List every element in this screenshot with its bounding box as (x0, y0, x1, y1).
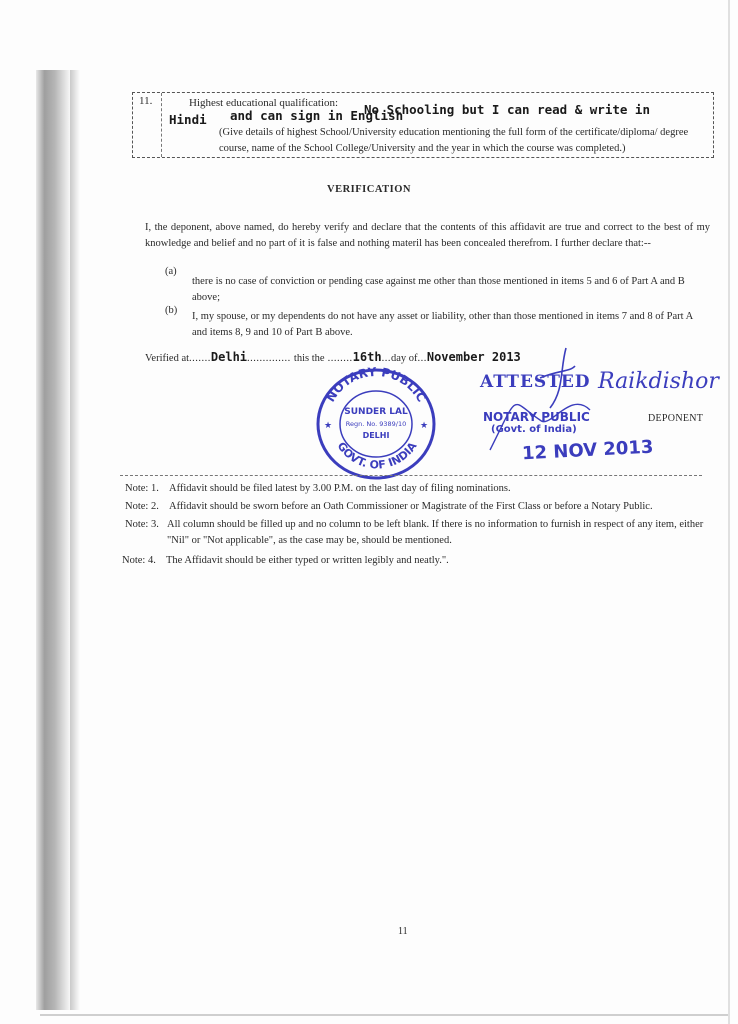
note-3-text: All column should be filled up and no column to be left blank. If there is no information to furnish in respect of any item, either "Nil" or "Not applicable", as the case may be, should be mentioned. (167, 519, 704, 546)
note-4 (122, 553, 712, 569)
item-a-text: there is no case of conviction or pending case against me other than those mentioned in items 5 and 6 of Part A and B above; (192, 276, 685, 303)
notary-name: SUNDER LAL (344, 407, 408, 417)
note-text: Affidavit should be sworn before an Oath Commissioner or Magistrate of the First Class or before a Notary Public. (169, 501, 653, 512)
verified-place: Delhi (210, 350, 248, 364)
verified-at-label: Verified at (145, 353, 190, 364)
page-bottom-edge (40, 1014, 728, 1016)
note-label: Note: 3. (125, 519, 159, 530)
note-label: Note: 4. (122, 555, 156, 566)
verification-paragraph: I, the deponent, above named, do hereby verify and declare that the contents of this affidavit are true and correct to the best of my knowledge and belief and no part of it is false and nothing materil has been concealed therefrom. I further declare that:-- (145, 222, 710, 249)
note-text: The Affidavit should be either typed or written legibly and neatly.". (166, 555, 449, 566)
note-text: Affidavit should be filed latest by 3.00 P.M. on the last day of filing nominations. (169, 483, 511, 494)
item-a-label: (a) (165, 266, 177, 277)
this-the-label: this the (293, 353, 325, 364)
verified-month-year: November 2013 (426, 350, 521, 364)
svg-text:GOVT. OF INDIA (335, 439, 420, 471)
scan-shadow-strip (36, 70, 70, 1010)
qualification-divider (161, 93, 162, 157)
attested-stamp: ATTESTED (480, 372, 591, 392)
qualification-box (132, 92, 714, 158)
notary-city: DELHI (362, 431, 390, 440)
scan-shadow-fade (70, 70, 80, 1010)
note-label: Note: 1. (125, 483, 159, 494)
signature-text: Raikdishor (598, 369, 719, 394)
notary-public-stamp: NOTARY PUBLIC (483, 410, 590, 424)
qualification-label: Highest educational qualification: (189, 97, 339, 109)
page-number: 11 (398, 926, 408, 937)
notary-ring-top: NOTARY PUBLIC (323, 364, 429, 405)
star-icon: ★ (420, 421, 429, 431)
qualification-hint: (Give details of highest School/University education mentioning the full form of the certificate/diploma/ degree course, name of the School College/University and the year in which the course was completed.) (219, 127, 689, 154)
qualification-typed-line2: and can sign in English (230, 108, 404, 123)
notary-round-stamp (310, 362, 442, 482)
notary-regn: Regn. No. 9389/10 (345, 420, 407, 428)
notes-divider (120, 475, 702, 476)
item-b-label: (b) (165, 305, 178, 316)
qualification-typed-line1: No Schooling but I can read & write in (364, 102, 650, 117)
day-of-label: day of (390, 353, 418, 364)
date-stamp: 12 NOV 2013 (521, 436, 654, 465)
note-label: Note: 2. (125, 501, 159, 512)
verified-at-line: Verified at.......Delhi.............. this the ........16th...day of...November 2013 (145, 350, 521, 364)
item-b-text: I, my spouse, or my dependents do not have any asset or liability, other than those mentioned in items 7 and 8 of Part A and items 8, 9 and 10 of Part B above. (192, 311, 693, 338)
qualification-typed-prefix: Hindi (169, 112, 207, 127)
verified-day: 16th (352, 350, 382, 364)
svg-text:NOTARY PUBLIC (323, 365, 428, 405)
note-2 (125, 499, 715, 515)
page-right-edge (728, 0, 730, 1024)
qualification-item-number: 11. (139, 95, 153, 107)
verification-title: VERIFICATION (327, 184, 411, 195)
govt-of-india-stamp: (Govt. of India) (491, 424, 577, 435)
deponent-label: DEPONENT (648, 413, 704, 424)
star-icon: ★ (324, 421, 333, 431)
notary-ring-bottom: GOVT. OF INDIA (334, 439, 420, 472)
note-1 (125, 481, 715, 497)
note-3-label (125, 517, 169, 533)
